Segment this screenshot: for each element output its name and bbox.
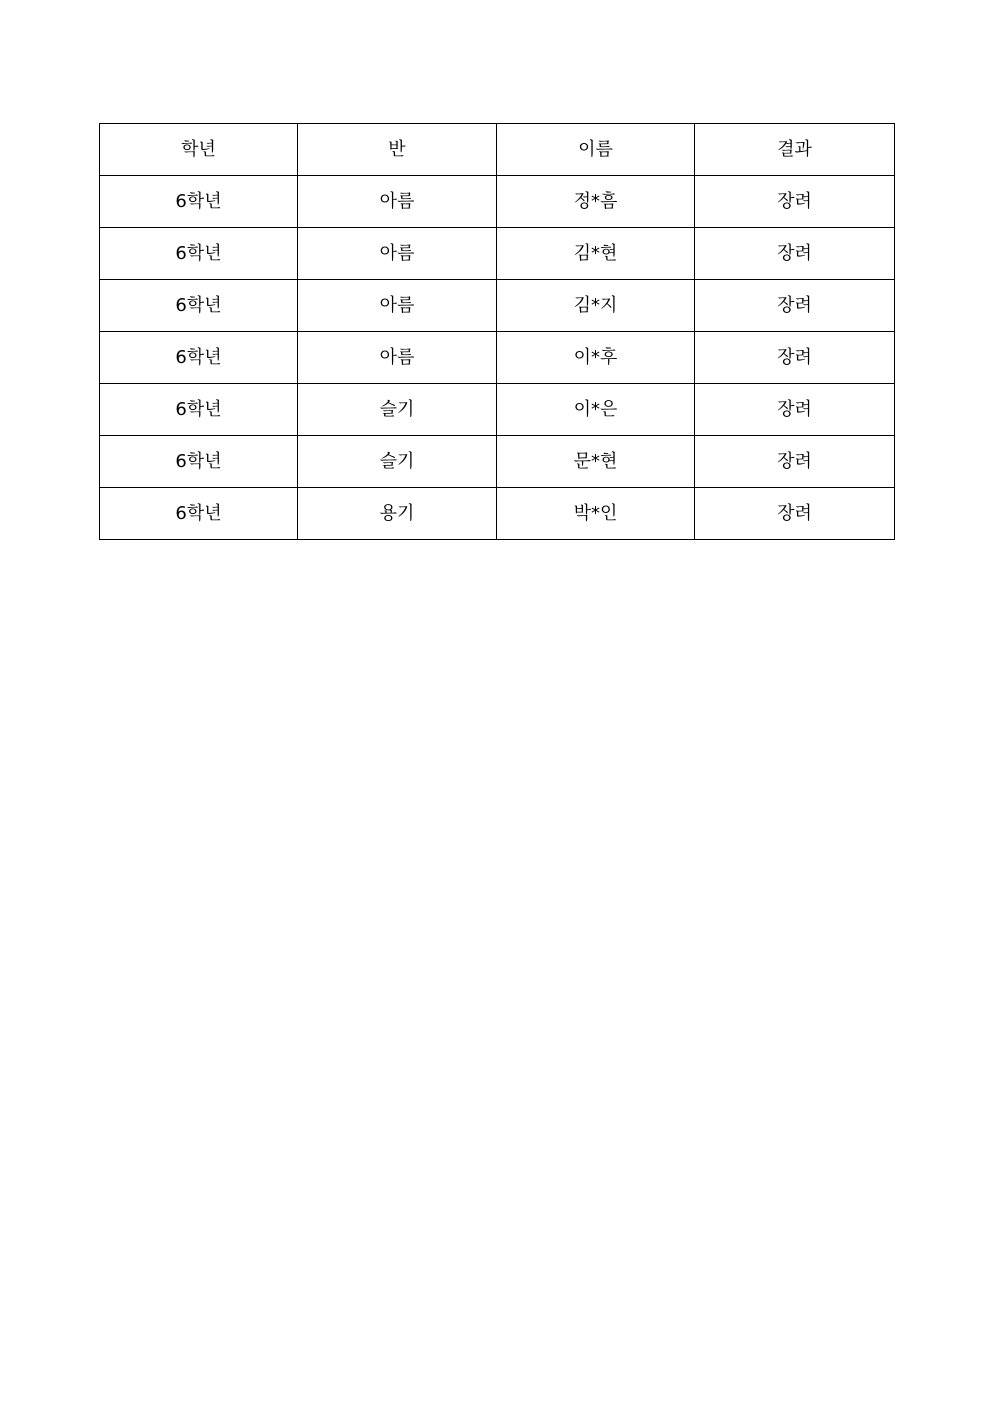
cell-class: 슬기 [298,384,497,436]
cell-result: 장려 [695,280,895,332]
cell-result: 장려 [695,488,895,540]
cell-grade: 6학년 [100,384,298,436]
cell-result: 장려 [695,384,895,436]
results-table [99,123,895,540]
cell-name: 박*인 [497,488,695,540]
cell-class: 아름 [298,280,497,332]
header-class: 반 [298,124,497,176]
header-row [100,124,895,176]
cell-name: 김*지 [497,280,695,332]
cell-grade: 6학년 [100,228,298,280]
table-row [100,332,895,384]
cell-name: 김*현 [497,228,695,280]
table-row [100,176,895,228]
cell-grade: 6학년 [100,280,298,332]
table-row [100,280,895,332]
cell-class: 아름 [298,332,497,384]
cell-result: 장려 [695,332,895,384]
header-result: 결과 [695,124,895,176]
cell-class: 아름 [298,176,497,228]
cell-result: 장려 [695,228,895,280]
cell-name: 이*후 [497,332,695,384]
table-header [100,124,895,176]
cell-grade: 6학년 [100,332,298,384]
table-row [100,228,895,280]
cell-name: 이*은 [497,384,695,436]
header-name: 이름 [497,124,695,176]
cell-result: 장려 [695,436,895,488]
table-row [100,384,895,436]
cell-class: 용기 [298,488,497,540]
cell-class: 아름 [298,228,497,280]
cell-class: 슬기 [298,436,497,488]
cell-grade: 6학년 [100,436,298,488]
table-row [100,436,895,488]
table-body [100,176,895,540]
cell-result: 장려 [695,176,895,228]
cell-name: 정*흠 [497,176,695,228]
cell-grade: 6학년 [100,176,298,228]
header-grade: 학년 [100,124,298,176]
table-row [100,488,895,540]
cell-grade: 6학년 [100,488,298,540]
cell-name: 문*현 [497,436,695,488]
